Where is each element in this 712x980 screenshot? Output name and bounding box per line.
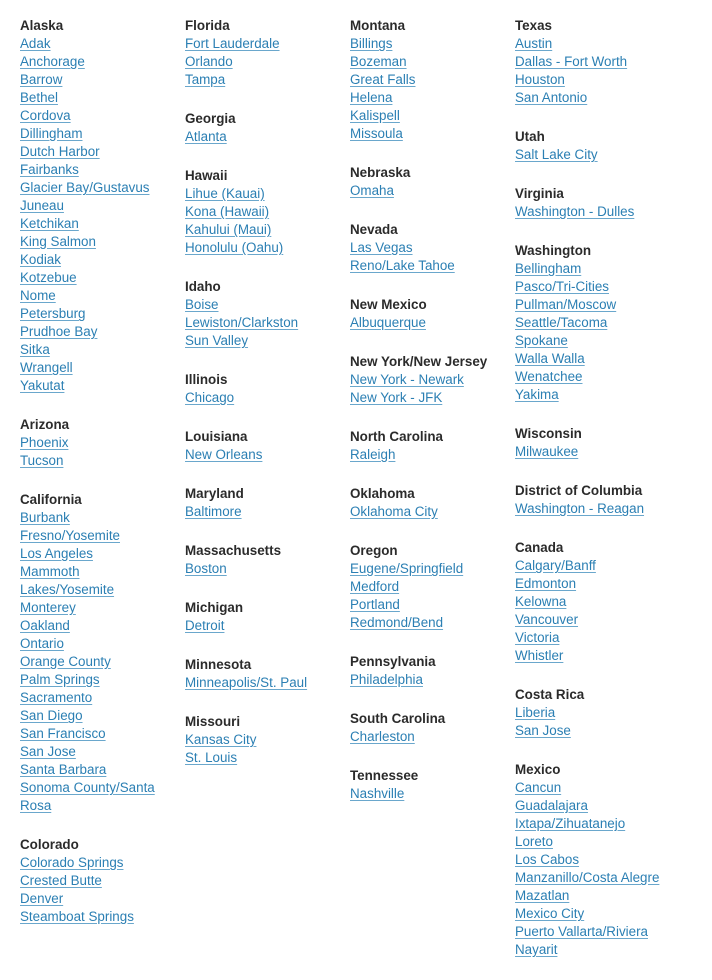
city-link-kona-hawaii[interactable]: Kona (Hawaii) xyxy=(185,204,270,219)
region-heading: Texas xyxy=(515,18,552,33)
city-list xyxy=(20,854,185,926)
city-link-great-falls[interactable]: Great Falls xyxy=(350,72,416,87)
city-link-albuquerque[interactable]: Albuquerque xyxy=(350,315,426,330)
city-link-washington-reagan[interactable]: Washington - Reagan xyxy=(515,501,645,516)
region-group-louisiana xyxy=(185,428,350,464)
city-link-omaha[interactable]: Omaha xyxy=(350,183,394,198)
region-heading: Mexico xyxy=(515,762,561,777)
city-link-lihue-kauai[interactable]: Lihue (Kauai) xyxy=(185,186,265,201)
city-link-missoula[interactable]: Missoula xyxy=(350,126,403,141)
city-list xyxy=(185,446,350,464)
region-group-texas xyxy=(515,17,680,107)
city-link-prudhoe-bay[interactable]: Prudhoe Bay xyxy=(20,324,98,339)
region-group-tennessee xyxy=(350,767,515,803)
region-group-florida xyxy=(185,17,350,89)
city-link-seattle-tacoma[interactable]: Seattle/Tacoma xyxy=(515,315,608,330)
region-heading: Colorado xyxy=(20,837,79,852)
city-link-new-york-newark[interactable]: New York - Newark xyxy=(350,372,464,387)
city-link-dallas-fort-worth[interactable]: Dallas - Fort Worth xyxy=(515,54,628,69)
city-link-san-diego[interactable]: San Diego xyxy=(20,708,83,723)
city-link-salt-lake-city[interactable]: Salt Lake City xyxy=(515,147,598,162)
city-link-phoenix[interactable]: Phoenix xyxy=(20,435,69,450)
city-link-ixtapa-zihuatanejo[interactable]: Ixtapa/Zihuatanejo xyxy=(515,816,626,831)
region-group-costa-rica xyxy=(515,686,680,740)
city-list xyxy=(350,671,515,689)
city-list xyxy=(350,503,515,521)
region-group-alaska xyxy=(20,17,185,395)
city-link-mazatlan[interactable]: Mazatlan xyxy=(515,888,570,903)
city-link-petersburg[interactable]: Petersburg xyxy=(20,306,86,321)
city-list xyxy=(515,260,680,404)
city-list xyxy=(515,203,680,221)
city-link-whistler[interactable]: Whistler xyxy=(515,648,564,663)
city-list xyxy=(185,389,350,407)
city-link-kalispell[interactable]: Kalispell xyxy=(350,108,400,123)
city-link-edmonton[interactable]: Edmonton xyxy=(515,576,577,591)
city-link-wenatchee[interactable]: Wenatchee xyxy=(515,369,583,384)
city-link-atlanta[interactable]: Atlanta xyxy=(185,129,227,144)
city-link-bellingham[interactable]: Bellingham xyxy=(515,261,582,276)
city-link-ketchikan[interactable]: Ketchikan xyxy=(20,216,79,231)
city-link-milwaukee[interactable]: Milwaukee xyxy=(515,444,579,459)
city-link-new-york-jfk[interactable]: New York - JFK xyxy=(350,390,443,405)
city-link-ontario[interactable]: Ontario xyxy=(20,636,64,651)
city-link-bethel[interactable]: Bethel xyxy=(20,90,58,105)
destinations-directory xyxy=(20,17,710,980)
city-link-fairbanks[interactable]: Fairbanks xyxy=(20,162,79,177)
city-link-boston[interactable]: Boston xyxy=(185,561,227,576)
region-heading: Louisiana xyxy=(185,429,248,444)
region-group-nevada xyxy=(350,221,515,275)
region-heading: Illinois xyxy=(185,372,228,387)
city-link-philadelphia[interactable]: Philadelphia xyxy=(350,672,423,687)
city-link-calgary-banff[interactable]: Calgary/Banff xyxy=(515,558,596,573)
region-heading: Alaska xyxy=(20,18,64,33)
city-link-houston[interactable]: Houston xyxy=(515,72,565,87)
city-link-sonoma-county-santa-rosa[interactable]: Sonoma County/Santa Rosa xyxy=(20,780,155,813)
city-link-boise[interactable]: Boise xyxy=(185,297,219,312)
city-list xyxy=(20,509,185,815)
city-list xyxy=(350,446,515,464)
region-group-wisconsin xyxy=(515,425,680,461)
region-heading: Nevada xyxy=(350,222,398,237)
city-link-palm-springs[interactable]: Palm Springs xyxy=(20,672,100,687)
city-link-austin[interactable]: Austin xyxy=(515,36,553,51)
city-link-redmond-bend[interactable]: Redmond/Bend xyxy=(350,615,444,630)
city-list xyxy=(185,296,350,350)
city-list xyxy=(515,557,680,665)
region-heading: Costa Rica xyxy=(515,687,585,702)
city-link-kodiak[interactable]: Kodiak xyxy=(20,252,61,267)
region-heading: Montana xyxy=(350,18,406,33)
city-list xyxy=(185,128,350,146)
city-link-eugene-springfield[interactable]: Eugene/Springfield xyxy=(350,561,464,576)
region-heading: Missouri xyxy=(185,714,241,729)
city-link-kelowna[interactable]: Kelowna xyxy=(515,594,567,609)
city-link-las-vegas[interactable]: Las Vegas xyxy=(350,240,413,255)
city-link-steamboat-springs[interactable]: Steamboat Springs xyxy=(20,909,134,924)
region-heading: Nebraska xyxy=(350,165,411,180)
city-link-pullman-moscow[interactable]: Pullman/Moscow xyxy=(515,297,617,312)
city-link-colorado-springs[interactable]: Colorado Springs xyxy=(20,855,124,870)
city-link-fresno-yosemite[interactable]: Fresno/Yosemite xyxy=(20,528,120,543)
city-link-adak[interactable]: Adak xyxy=(20,36,51,51)
city-link-nome[interactable]: Nome xyxy=(20,288,56,303)
region-group-colorado xyxy=(20,836,185,926)
city-link-kahului-maui[interactable]: Kahului (Maui) xyxy=(185,222,272,237)
city-link-kansas-city[interactable]: Kansas City xyxy=(185,732,257,747)
region-group-pennsylvania xyxy=(350,653,515,689)
city-list xyxy=(515,704,680,740)
region-heading: Michigan xyxy=(185,600,244,615)
city-link-crested-butte[interactable]: Crested Butte xyxy=(20,873,102,888)
city-link-washington-dulles[interactable]: Washington - Dulles xyxy=(515,204,635,219)
city-link-cordova[interactable]: Cordova xyxy=(20,108,71,123)
region-group-virginia xyxy=(515,185,680,221)
city-link-cancun[interactable]: Cancun xyxy=(515,780,562,795)
city-link-yakutat[interactable]: Yakutat xyxy=(20,378,65,393)
city-link-los-cabos[interactable]: Los Cabos xyxy=(515,852,580,867)
city-link-nashville[interactable]: Nashville xyxy=(350,786,405,801)
region-heading: Arizona xyxy=(20,417,70,432)
city-link-juneau[interactable]: Juneau xyxy=(20,198,64,213)
city-list xyxy=(515,146,680,164)
column-4 xyxy=(515,17,680,980)
region-heading: District of Columbia xyxy=(515,483,643,498)
region-heading: Georgia xyxy=(185,111,236,126)
city-link-san-jose[interactable]: San Jose xyxy=(515,723,571,738)
city-link-mexico-city[interactable]: Mexico City xyxy=(515,906,585,921)
city-list xyxy=(185,503,350,521)
region-group-missouri xyxy=(185,713,350,767)
city-list xyxy=(350,560,515,632)
city-link-monterey[interactable]: Monterey xyxy=(20,600,76,615)
city-link-oklahoma-city[interactable]: Oklahoma City xyxy=(350,504,438,519)
city-link-puerto-vallarta-riviera-nayarit[interactable]: Puerto Vallarta/Riviera Nayarit xyxy=(515,924,648,957)
city-link-detroit[interactable]: Detroit xyxy=(185,618,225,633)
city-link-vancouver[interactable]: Vancouver xyxy=(515,612,579,627)
city-link-orlando[interactable]: Orlando xyxy=(185,54,233,69)
region-heading: North Carolina xyxy=(350,429,443,444)
city-link-pasco-tri-cities[interactable]: Pasco/Tri-Cities xyxy=(515,279,609,294)
city-link-billings[interactable]: Billings xyxy=(350,36,393,51)
region-group-district-of-columbia xyxy=(515,482,680,518)
city-link-oakland[interactable]: Oakland xyxy=(20,618,70,633)
city-link-lewiston-clarkston[interactable]: Lewiston/Clarkston xyxy=(185,315,299,330)
city-link-tampa[interactable]: Tampa xyxy=(185,72,226,87)
region-group-arizona xyxy=(20,416,185,470)
city-link-manzanillo-costa-alegre[interactable]: Manzanillo/Costa Alegre xyxy=(515,870,660,885)
city-link-chicago[interactable]: Chicago xyxy=(185,390,235,405)
region-group-hawaii xyxy=(185,167,350,257)
region-group-maryland xyxy=(185,485,350,521)
city-link-santa-barbara[interactable]: Santa Barbara xyxy=(20,762,107,777)
region-group-washington xyxy=(515,242,680,404)
city-link-sitka[interactable]: Sitka xyxy=(20,342,50,357)
region-heading: Pennsylvania xyxy=(350,654,436,669)
region-heading: New York/New Jersey xyxy=(350,354,488,369)
city-link-san-francisco[interactable]: San Francisco xyxy=(20,726,106,741)
city-list xyxy=(350,35,515,143)
region-heading: New Mexico xyxy=(350,297,427,312)
city-link-dillingham[interactable]: Dillingham xyxy=(20,126,83,141)
region-heading: California xyxy=(20,492,82,507)
city-link-walla-walla[interactable]: Walla Walla xyxy=(515,351,585,366)
city-list xyxy=(515,500,680,518)
city-link-honolulu-oahu[interactable]: Honolulu (Oahu) xyxy=(185,240,284,255)
city-list xyxy=(350,785,515,803)
city-list xyxy=(185,560,350,578)
region-heading: Hawaii xyxy=(185,168,228,183)
region-group-new-mexico xyxy=(350,296,515,332)
region-heading: Oklahoma xyxy=(350,486,415,501)
region-heading: Wisconsin xyxy=(515,426,582,441)
city-link-barrow[interactable]: Barrow xyxy=(20,72,63,87)
city-list xyxy=(185,731,350,767)
city-link-san-jose[interactable]: San Jose xyxy=(20,744,76,759)
region-heading: Utah xyxy=(515,129,545,144)
city-link-tucson[interactable]: Tucson xyxy=(20,453,64,468)
city-link-glacier-bay-gustavus[interactable]: Glacier Bay/Gustavus xyxy=(20,180,150,195)
region-heading: Oregon xyxy=(350,543,398,558)
region-group-north-carolina xyxy=(350,428,515,464)
region-group-oregon xyxy=(350,542,515,632)
region-heading: Canada xyxy=(515,540,564,555)
region-group-massachusetts xyxy=(185,542,350,578)
city-list xyxy=(185,617,350,635)
city-link-san-antonio[interactable]: San Antonio xyxy=(515,90,588,105)
city-link-loreto[interactable]: Loreto xyxy=(515,834,553,849)
city-link-orange-county[interactable]: Orange County xyxy=(20,654,111,669)
region-group-california xyxy=(20,491,185,815)
city-link-fort-lauderdale[interactable]: Fort Lauderdale xyxy=(185,36,280,51)
region-heading: Maryland xyxy=(185,486,244,501)
region-heading: Tennessee xyxy=(350,768,419,783)
city-link-dutch-harbor[interactable]: Dutch Harbor xyxy=(20,144,100,159)
city-link-sun-valley[interactable]: Sun Valley xyxy=(185,333,249,348)
region-heading: Virginia xyxy=(515,186,564,201)
region-heading: Minnesota xyxy=(185,657,252,672)
region-group-canada xyxy=(515,539,680,665)
city-link-wrangell[interactable]: Wrangell xyxy=(20,360,73,375)
city-list xyxy=(20,35,185,395)
region-group-south-carolina xyxy=(350,710,515,746)
region-heading: Idaho xyxy=(185,279,221,294)
city-link-sacramento[interactable]: Sacramento xyxy=(20,690,93,705)
city-list xyxy=(185,674,350,692)
city-link-helena[interactable]: Helena xyxy=(350,90,393,105)
city-link-kotzebue[interactable]: Kotzebue xyxy=(20,270,77,285)
city-link-minneapolis-st-paul[interactable]: Minneapolis/St. Paul xyxy=(185,675,308,690)
region-group-minnesota xyxy=(185,656,350,692)
region-heading: Florida xyxy=(185,18,230,33)
city-link-los-angeles[interactable]: Los Angeles xyxy=(20,546,93,561)
city-list xyxy=(350,371,515,407)
city-list xyxy=(350,182,515,200)
city-link-raleigh[interactable]: Raleigh xyxy=(350,447,396,462)
city-list xyxy=(350,239,515,275)
region-group-new-york-new-jersey xyxy=(350,353,515,407)
city-link-denver[interactable]: Denver xyxy=(20,891,64,906)
city-list xyxy=(20,434,185,470)
city-link-charleston[interactable]: Charleston xyxy=(350,729,415,744)
column-3 xyxy=(350,17,515,980)
city-list xyxy=(350,314,515,332)
city-list xyxy=(515,35,680,107)
region-group-mexico xyxy=(515,761,680,959)
region-group-nebraska xyxy=(350,164,515,200)
city-link-reno-lake-tahoe[interactable]: Reno/Lake Tahoe xyxy=(350,258,455,273)
city-list xyxy=(515,779,680,959)
region-group-montana xyxy=(350,17,515,143)
city-link-yakima[interactable]: Yakima xyxy=(515,387,559,402)
city-link-anchorage[interactable]: Anchorage xyxy=(20,54,85,69)
region-group-georgia xyxy=(185,110,350,146)
city-link-new-orleans[interactable]: New Orleans xyxy=(185,447,263,462)
city-link-baltimore[interactable]: Baltimore xyxy=(185,504,242,519)
city-link-bozeman[interactable]: Bozeman xyxy=(350,54,407,69)
city-list xyxy=(185,35,350,89)
region-group-idaho xyxy=(185,278,350,350)
city-list xyxy=(185,185,350,257)
city-link-king-salmon[interactable]: King Salmon xyxy=(20,234,96,249)
city-link-medford[interactable]: Medford xyxy=(350,579,400,594)
city-link-victoria[interactable]: Victoria xyxy=(515,630,560,645)
region-group-utah xyxy=(515,128,680,164)
region-group-oklahoma xyxy=(350,485,515,521)
city-link-burbank[interactable]: Burbank xyxy=(20,510,70,525)
city-link-st-louis[interactable]: St. Louis xyxy=(185,750,238,765)
region-group-michigan xyxy=(185,599,350,635)
region-group-illinois xyxy=(185,371,350,407)
city-link-guadalajara[interactable]: Guadalajara xyxy=(515,798,588,813)
region-heading: Massachusetts xyxy=(185,543,282,558)
city-link-portland[interactable]: Portland xyxy=(350,597,400,612)
city-list xyxy=(515,443,680,461)
region-heading: Washington xyxy=(515,243,592,258)
city-list xyxy=(350,728,515,746)
column-2 xyxy=(185,17,350,980)
city-link-liberia[interactable]: Liberia xyxy=(515,705,556,720)
city-link-spokane[interactable]: Spokane xyxy=(515,333,568,348)
column-1 xyxy=(20,17,185,980)
city-link-mammoth-lakes-yosemite[interactable]: Mammoth Lakes/Yosemite xyxy=(20,564,115,597)
region-heading: South Carolina xyxy=(350,711,446,726)
